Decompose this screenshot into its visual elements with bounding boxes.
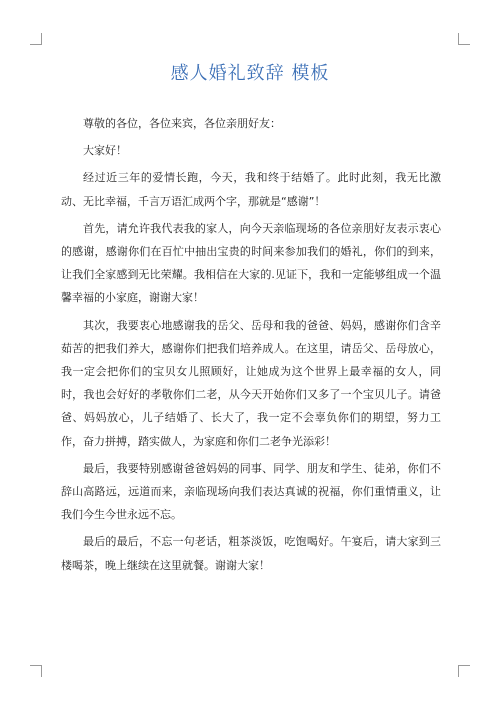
crop-mark-bottom-right (458, 665, 470, 677)
document-body (61, 112, 441, 581)
paragraph-greeting: 大家好！ (83, 144, 127, 158)
document-title: 感人婚礼致辞 模板 (170, 63, 330, 84)
paragraph-intro: 经过近三年的爱情长跑，今天，我和终于结婚了。此时此刻，我无比激动、无比幸福，千言万语汇成两个字，那就是“感谢”！ (61, 171, 441, 208)
crop-mark-top-right (458, 33, 470, 45)
paragraph-closing: 最后的最后，不忘一句老话，粗茶淡饭，吃饱喝好。午宴后，请大家到三楼喝茶，晚上继续在这里就餐。谢谢大家！ (61, 535, 441, 572)
crop-mark-bottom-left (30, 665, 42, 677)
paragraph-thanks-colleagues: 最后，我要特别感谢爸爸妈妈的同事、同学、朋友和学生、徒弟，你们不辞山高路远，远道而来，亲临现场向我们表达真诚的祝福，你们重情重义，让我们今生今世永远不忘。 (61, 461, 441, 522)
paragraph-thanks-parents: 其次，我要衷心地感谢我的岳父、岳母和我的爸爸、妈妈，感谢你们含辛茹苦的把我们养大，感谢你们把我们培养成人。在这里，请岳父、岳母放心，我一定会把你们的宝贝女儿照顾好，让她成为这个世界上最幸福的女人，同时，我也会好好的孝敬你们二老，从今天开始你们又多了一个宝贝儿子。请爸爸、妈妈放心，儿子结婚了、长大了，我一定不会辜负你们的期望，努力工作，奋力拼搏，踏实做人，为家庭和你们二老争光添彩！ (61, 318, 441, 448)
paragraph-thanks-guests: 首先，请允许我代表我的家人，向今天亲临现场的各位亲朋好友表示衷心的感谢，感谢你们在百忙中抽出宝贵的时间来参加我们的婚礼，你们的到来，让我们全家感到无比荣耀。我相信在大家的.见证下，我和一定能够组成一个温馨幸福的小家庭，谢谢大家！ (61, 221, 441, 305)
crop-mark-top-left (30, 33, 42, 45)
paragraph-salutation: 尊敬的各位，各位来宾，各位亲朋好友： (83, 117, 281, 130)
